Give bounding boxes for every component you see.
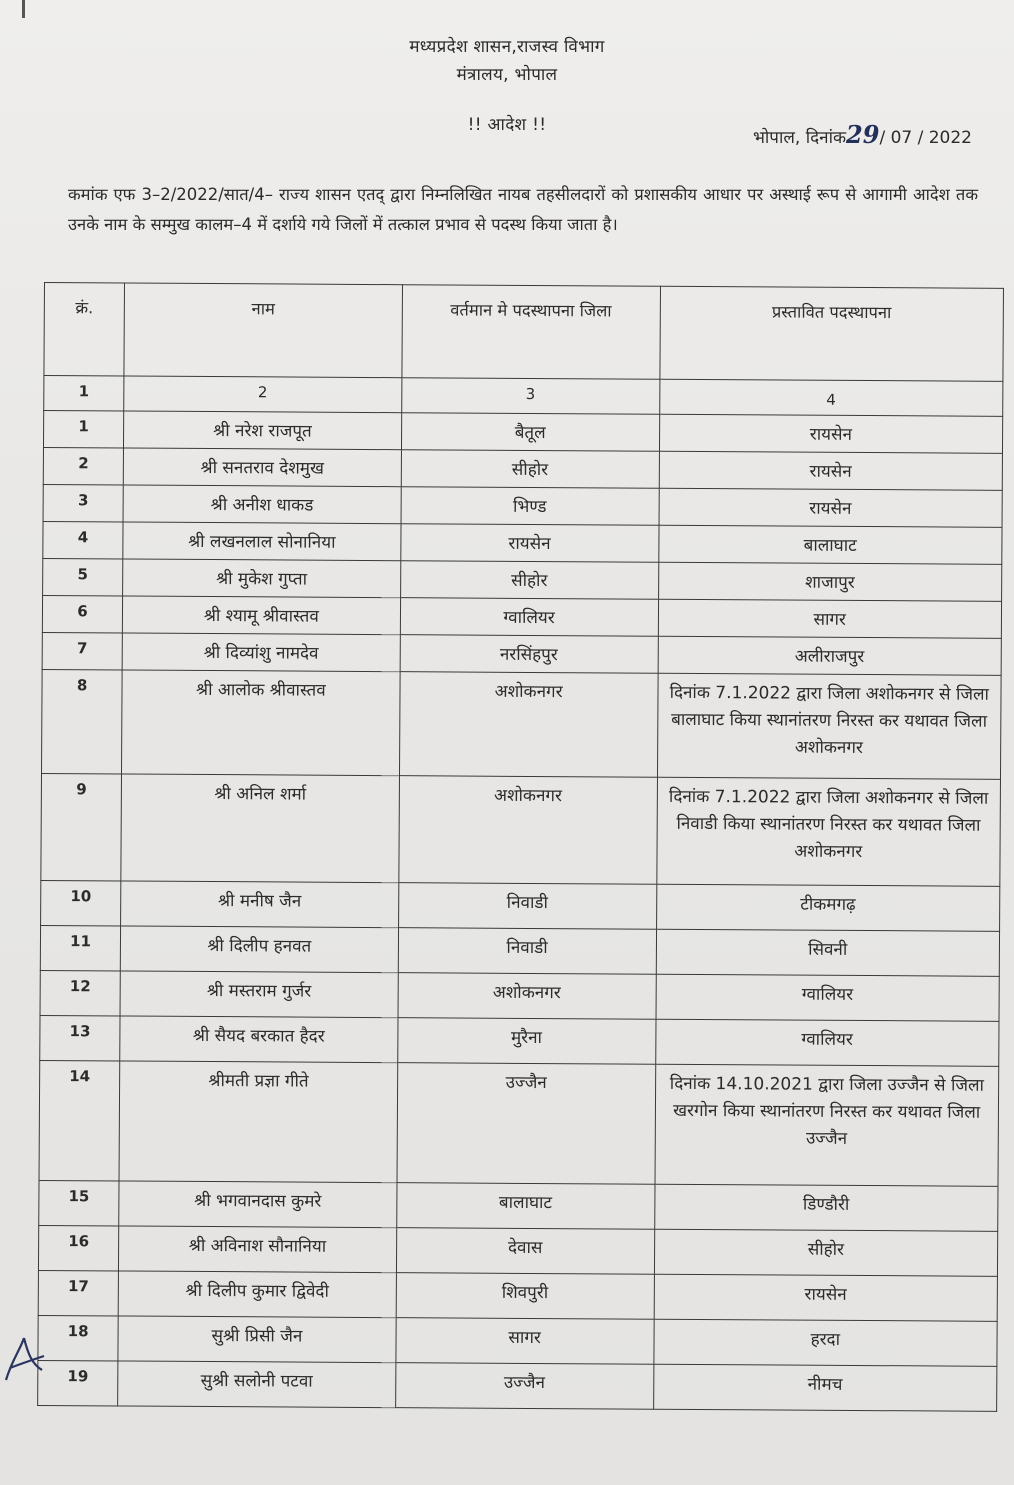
current-district-cell: ग्वालियर bbox=[400, 598, 658, 637]
current-district-cell: बैतूल bbox=[401, 413, 659, 452]
name-cell: श्री दिव्यांशु नामदेव bbox=[122, 633, 400, 672]
order-date bbox=[753, 120, 972, 149]
name-cell: श्री दिलीप हनवत bbox=[120, 926, 398, 973]
current-district-cell: अशोकनगर bbox=[398, 973, 656, 1020]
serial-cell: 8 bbox=[41, 669, 122, 773]
table-row bbox=[38, 1315, 997, 1366]
date-day-handwritten: 29 bbox=[846, 120, 880, 149]
proposed-posting-cell: नीमच bbox=[653, 1364, 997, 1411]
proposed-posting-cell: रायसेन bbox=[654, 1274, 998, 1321]
current-district-cell: सीहोर bbox=[401, 450, 659, 489]
column-index: 2 bbox=[124, 376, 402, 413]
name-cell: श्री मनीष जैन bbox=[121, 881, 399, 928]
serial-cell: 5 bbox=[43, 558, 123, 595]
name-cell: श्री सैयद बरकात हैदर bbox=[120, 1016, 398, 1063]
proposed-posting-cell: बालाघाट bbox=[658, 525, 1002, 564]
table-row bbox=[43, 521, 1002, 564]
proposed-posting-cell: सागर bbox=[658, 599, 1002, 638]
current-district-cell: निवाडी bbox=[398, 883, 656, 930]
name-cell: श्री भगवानदास कुमरे bbox=[119, 1181, 397, 1228]
name-cell: श्री मुकेश गुप्ता bbox=[123, 559, 401, 598]
column-index: 3 bbox=[401, 378, 659, 415]
current-district-cell: शिवपुरी bbox=[396, 1273, 654, 1320]
table-header-row bbox=[44, 283, 1004, 382]
table-row bbox=[43, 411, 1002, 454]
current-district-cell: देवास bbox=[396, 1228, 654, 1275]
serial-cell: 1 bbox=[43, 411, 123, 448]
serial-cell: 10 bbox=[41, 880, 121, 925]
proposed-posting-cell: दिनांक 7.1.2022 द्वारा जिला अशोकनगर से जिला निवाडी किया स्थानांतरण निरस्त कर यथावत जिला अशोकनगर bbox=[656, 777, 1000, 886]
proposed-posting-cell: ग्वालियर bbox=[656, 974, 1000, 1021]
name-cell: श्री अनिल शर्मा bbox=[121, 774, 399, 883]
table-row bbox=[38, 1270, 997, 1321]
table-row bbox=[39, 1180, 998, 1231]
table-row bbox=[40, 1015, 999, 1066]
serial-cell: 11 bbox=[40, 925, 120, 970]
serial-cell: 19 bbox=[38, 1360, 118, 1405]
transfer-table bbox=[37, 282, 1004, 1412]
current-district-cell: नरसिंहपुर bbox=[400, 635, 658, 674]
proposed-posting-cell: टीकमगढ़ bbox=[656, 884, 1000, 931]
serial-cell: 9 bbox=[41, 773, 122, 880]
header-proposed-posting: प्रस्तावित पदस्थापना bbox=[659, 286, 1003, 381]
serial-cell: 7 bbox=[42, 632, 122, 669]
name-cell: श्री श्यामू श्रीवास्तव bbox=[122, 596, 400, 635]
column-index: 1 bbox=[44, 376, 124, 411]
intro-paragraph: कमांक एफ 3–2/2022/सात/4– राज्य शासन एतद् द्वारा निम्नलिखित नायब तहसीलदारों को प्रशासकीय आधार पर अस्थाई रूप से आगामी आदेश तक उनके नाम के सम्मुख कालम–4 में दर्शाये गये जिलों में तत्काल प्रभाव से पदस्थ किया जाता है। bbox=[68, 185, 978, 234]
name-cell: श्री अनीश धाकड bbox=[123, 485, 401, 524]
serial-cell: 6 bbox=[42, 595, 122, 632]
serial-cell: 14 bbox=[39, 1060, 120, 1180]
name-cell: सुश्री प्रिसी जैन bbox=[118, 1316, 396, 1363]
proposed-posting-cell: दिनांक 14.10.2021 द्वारा जिला उज्जैन से जिला खरगोन किया स्थानांतरण निरस्त कर यथावत जिला उज्जैन bbox=[655, 1064, 999, 1186]
name-cell: श्री आलोक श्रीवास्तव bbox=[122, 670, 400, 776]
serial-cell: 16 bbox=[38, 1225, 118, 1270]
name-cell: श्री अविनाश सौनानिया bbox=[119, 1226, 397, 1273]
table-row bbox=[41, 880, 1000, 931]
proposed-posting-cell: दिनांक 7.1.2022 द्वारा जिला अशोकनगर से जिला बालाघाट किया स्थानांतरण निरस्त कर यथावत जिला अशोकनगर bbox=[657, 673, 1001, 779]
serial-cell: 2 bbox=[43, 447, 123, 484]
corner-mark bbox=[22, 0, 25, 18]
proposed-posting-cell: रायसेन bbox=[659, 414, 1003, 453]
table-row bbox=[39, 1060, 999, 1186]
proposed-posting-cell: अलीराजपुर bbox=[658, 636, 1002, 675]
serial-cell: 12 bbox=[40, 970, 120, 1015]
name-cell: श्रीमती प्रज्ञा गीते bbox=[119, 1061, 397, 1183]
column-index: 4 bbox=[659, 379, 1003, 416]
current-district-cell: अशोकनगर bbox=[399, 672, 657, 778]
name-cell: श्री दिलीप कुमार द्विवेदी bbox=[118, 1271, 396, 1318]
proposed-posting-cell: ग्वालियर bbox=[655, 1019, 999, 1066]
proposed-posting-cell: सिवनी bbox=[656, 929, 1000, 976]
name-cell: श्री सनतराव देशमुख bbox=[123, 448, 401, 487]
table-row bbox=[40, 925, 999, 976]
serial-cell: 18 bbox=[38, 1315, 118, 1360]
current-district-cell: अशोकनगर bbox=[399, 776, 657, 885]
current-district-cell: उज्जैन bbox=[397, 1063, 656, 1185]
serial-cell: 17 bbox=[38, 1270, 118, 1315]
table-row bbox=[41, 773, 1001, 886]
order-title: !! आदेश !! bbox=[467, 115, 547, 135]
header-serial: क्रं. bbox=[44, 283, 125, 376]
current-district-cell: सागर bbox=[396, 1318, 654, 1365]
name-cell: श्री नरेश राजपूत bbox=[124, 411, 402, 450]
serial-cell: 3 bbox=[43, 484, 123, 521]
table-row bbox=[43, 484, 1002, 527]
serial-cell: 13 bbox=[40, 1015, 120, 1060]
header-current-district: वर्तमान मे पदस्थापना जिला bbox=[402, 285, 660, 380]
proposed-posting-cell: हरदा bbox=[653, 1319, 997, 1366]
table-row bbox=[43, 447, 1002, 490]
current-district-cell: बालाघाट bbox=[396, 1183, 654, 1230]
serial-cell: 4 bbox=[43, 521, 123, 558]
signature-mark bbox=[2, 1330, 46, 1386]
table-row bbox=[38, 1225, 997, 1276]
date-rest: / 07 / 2022 bbox=[879, 128, 972, 148]
table-row bbox=[40, 970, 999, 1021]
table-row bbox=[38, 1360, 997, 1411]
table-row bbox=[41, 669, 1001, 779]
serial-cell: 15 bbox=[39, 1180, 119, 1225]
name-cell: श्री मस्तराम गुर्जर bbox=[120, 971, 398, 1018]
department-heading: मध्यप्रदेश शासन,राजस्व विभाग bbox=[409, 37, 605, 57]
name-cell: सुश्री सलोनी पटवा bbox=[118, 1361, 396, 1408]
current-district-cell: उज्जैन bbox=[395, 1363, 653, 1410]
place-heading: मंत्रालय, भोपाल bbox=[456, 65, 558, 85]
table-row bbox=[42, 632, 1001, 675]
table-row bbox=[42, 595, 1001, 638]
column-index-row bbox=[44, 376, 1003, 417]
proposed-posting-cell: सीहोर bbox=[654, 1229, 998, 1276]
proposed-posting-cell: शाजापुर bbox=[658, 562, 1002, 601]
table-row bbox=[43, 558, 1002, 601]
proposed-posting-cell: रायसेन bbox=[659, 451, 1003, 490]
name-cell: श्री लखनलाल सोनानिया bbox=[123, 522, 401, 561]
current-district-cell: भिण्ड bbox=[401, 487, 659, 526]
proposed-posting-cell: डिण्डौरी bbox=[654, 1184, 998, 1231]
current-district-cell: मुरैना bbox=[397, 1018, 655, 1065]
proposed-posting-cell: रायसेन bbox=[659, 488, 1003, 527]
current-district-cell: निवाडी bbox=[398, 928, 656, 975]
header-name: नाम bbox=[124, 283, 402, 378]
current-district-cell: रायसेन bbox=[400, 524, 658, 563]
current-district-cell: सीहोर bbox=[400, 561, 658, 600]
date-prefix: भोपाल, दिनांक bbox=[752, 128, 847, 148]
